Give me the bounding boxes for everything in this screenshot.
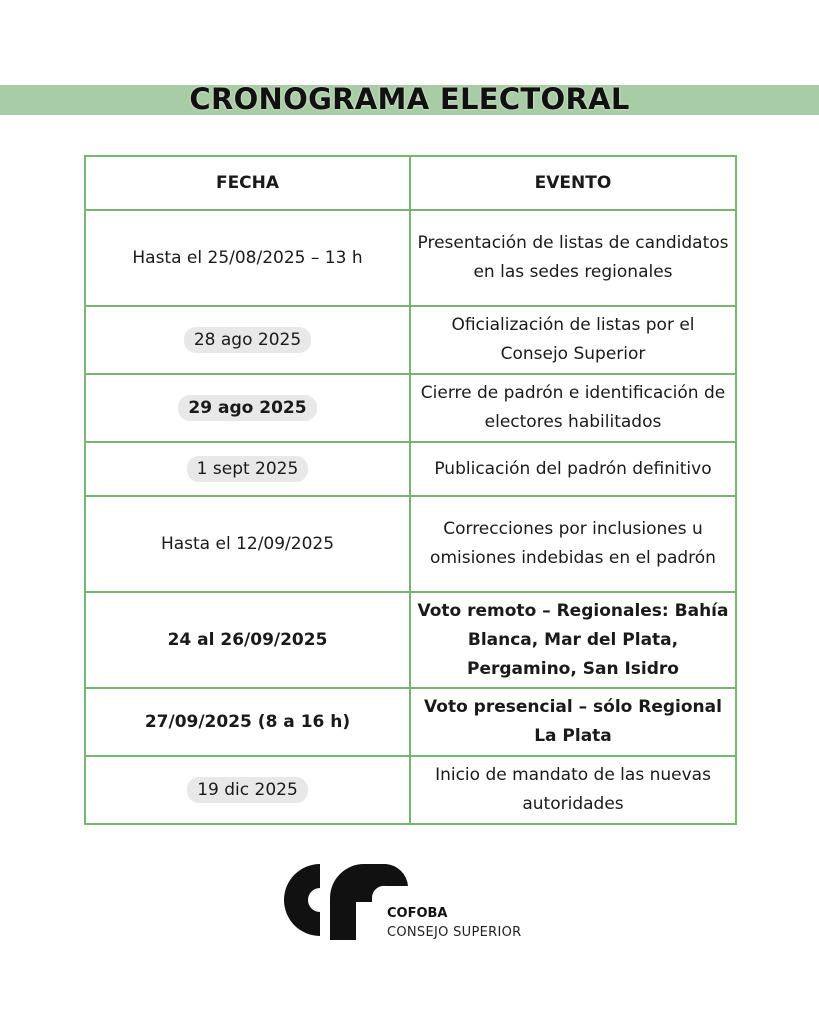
event-cell: Inicio de mandato de las nuevas autoridades (410, 756, 736, 824)
column-header-event: EVENTO (410, 156, 736, 210)
date-chip: 1 sept 2025 (187, 456, 309, 482)
table-row (85, 756, 736, 824)
date-cell: 27/09/2025 (8 a 16 h) (85, 688, 410, 756)
column-header-date: FECHA (85, 156, 410, 210)
date-chip: 19 dic 2025 (187, 777, 308, 803)
date-cell (85, 306, 410, 374)
date-cell (85, 756, 410, 824)
event-cell: Presentación de listas de candidatos en las sedes regionales (410, 210, 736, 306)
logo-f-bar (330, 902, 356, 916)
date-cell (85, 442, 410, 496)
table-row (85, 374, 736, 442)
event-cell: Correcciones por inclusiones u omisiones indebidas en el padrón (410, 496, 736, 592)
event-cell: Voto presencial – sólo Regional La Plata (410, 688, 736, 756)
logo-c-shape (284, 864, 320, 936)
schedule-table (84, 155, 737, 825)
brand-name: COFOBA (387, 906, 448, 921)
event-cell: Oficialización de listas por el Consejo Superior (410, 306, 736, 374)
table-row (85, 210, 736, 306)
page-title: CRONOGRAMA ELECTORAL (189, 82, 630, 116)
table-header-row (85, 156, 736, 210)
brand-subtitle: CONSEJO SUPERIOR (387, 925, 522, 940)
event-cell: Cierre de padrón e identificación de electores habilitados (410, 374, 736, 442)
table-row (85, 592, 736, 688)
date-chip: 29 ago 2025 (178, 395, 316, 421)
date-cell: Hasta el 25/08/2025 – 13 h (85, 210, 410, 306)
event-cell: Publicación del padrón definitivo (410, 442, 736, 496)
event-cell: Voto remoto – Regionales: Bahía Blanca, Mar del Plata, Pergamino, San Isidro (410, 592, 736, 688)
table-row (85, 442, 736, 496)
date-chip: 28 ago 2025 (184, 327, 311, 353)
date-cell (85, 374, 410, 442)
table-row (85, 688, 736, 756)
table-row (85, 496, 736, 592)
date-cell: 24 al 26/09/2025 (85, 592, 410, 688)
table-row (85, 306, 736, 374)
date-cell: Hasta el 12/09/2025 (85, 496, 410, 592)
